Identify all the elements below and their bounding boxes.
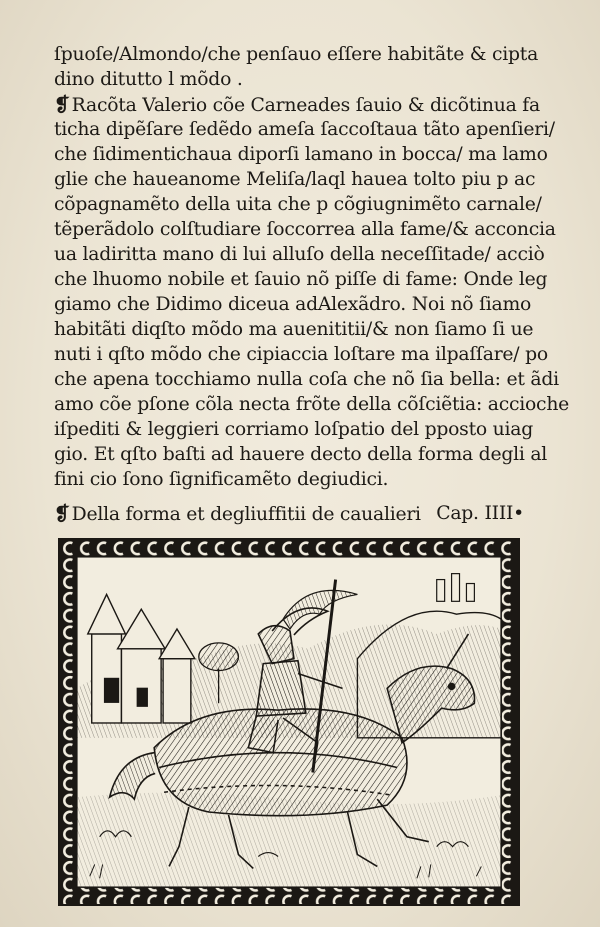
- text-line: che lhuomo nobile et ſauio nõ piſſe di fame: Onde leg: [54, 269, 548, 290]
- text-line: giamo che Didimo diceua adAlexãdro. Noi nõ ſiamo: [54, 294, 532, 315]
- text-line: iſpediti & leggieri corriamo loſpatio del pposto uiag: [54, 419, 533, 440]
- text-line: che ſidimentichaua diporſi lamano in bocca/ ma lamo: [54, 144, 548, 165]
- text-line: gio. Et qſto baſti ad hauere decto della forma degli al: [54, 444, 548, 465]
- text-line: [54, 94, 540, 116]
- text-line-content: Racõta Valerio cõe Carneades ſauio & dicõtinua fa: [71, 95, 540, 116]
- text-line: ſpuoſe/Almondo/che penſauo eſſere habitãte & cipta: [54, 44, 539, 65]
- text-line: che apena tocchiamo nulla coſa che nõ ſia bella: et ãdi: [54, 369, 559, 390]
- chapter-title: Della forma et degliuffitii de caualieri: [71, 504, 421, 525]
- knight-woodcut-illustration: [58, 538, 520, 906]
- chapter-heading: [54, 503, 524, 525]
- text-line: nuti i qſto mõdo che cipiaccia loſtare ma ilpaſſare/ po: [54, 344, 548, 365]
- text-line: cõpagnamẽto della uita che p cõgiugnimẽto carnale/: [54, 194, 542, 215]
- text-line: glie che haueanome Meliſa/laql hauea tolto piu p ac: [54, 169, 536, 190]
- paragraph-mark-icon: ❡: [54, 94, 70, 116]
- knight-woodcut-icon: [60, 540, 518, 904]
- paragraph-mark-icon: ❡: [54, 503, 70, 525]
- text-line: fini cio ſono ſignificamẽto degiudici.: [54, 469, 389, 490]
- text-line: ticha dipẽſare ſedẽdo ameſa ſaccoſtaua tãto apenſieri/: [54, 119, 555, 140]
- text-line: ua ladiritta mano di lui alluſo della neceſſitade/ acciò: [54, 244, 545, 265]
- text-line: habitãti diqſto mõdo ma auenititii/& non ſiamo ſi ue: [54, 319, 534, 340]
- chapter-number: Cap. IIII•: [436, 503, 524, 524]
- text-line: dino ditutto l mõdo .: [54, 69, 243, 90]
- text-line: tẽperãdolo colſtudiare ſoccorrea alla fame/& acconcia: [54, 219, 556, 240]
- text-line: amo cõe pſone cõla necta frõte della cõſciẽtia: accioche: [54, 394, 570, 415]
